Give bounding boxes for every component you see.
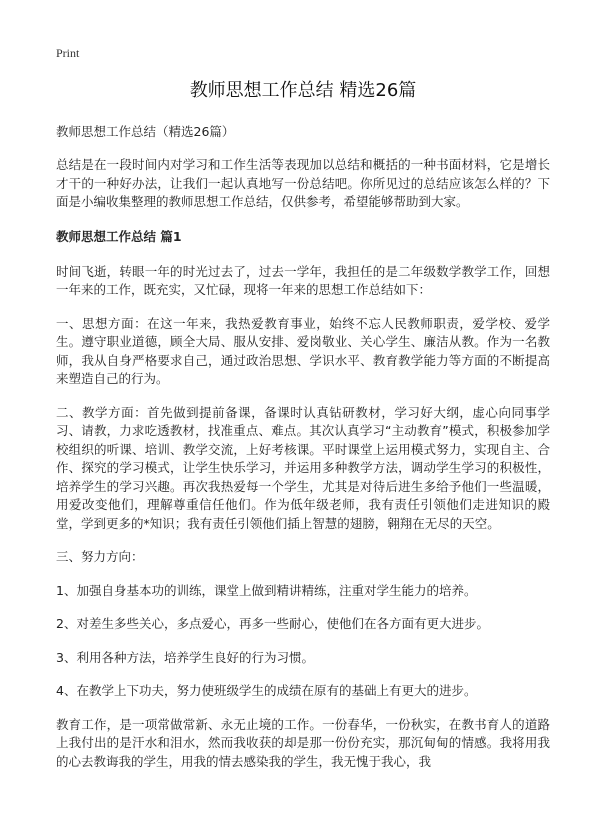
thought-paragraph: 一、思想方面：在这一年来，我热爱教育事业，始终不忘人民教师职责，爱学校、爱学生。遵守职业道德，顾全大局、服从安排、爱岗敬业、关心学生、廉洁从教。作为一名教师，我从自身严格要求自己，通过政治思想、学识水平、教育教学能力等方面的不断提高来塑造自己的行为。 [56, 315, 550, 386]
document-body [56, 78, 550, 786]
opening-paragraph: 时间飞逝，转眼一年的时光过去了，过去一学年，我担任的是二年级数学教学工作，回想一年来的工作，既充实，又忙碌，现将一年来的思想工作总结如下： [56, 263, 550, 297]
intro-paragraph: 总结是在一段时间内对学习和工作生活等表现加以总结和概括的一种书面材料，它是增长才干的一种好办法，让我们一起认真地写一份总结吧。你所见过的总结应该怎么样的？下面是小编收集整理的教师思想工作总结，仅供参考，希望能够帮助到大家。 [56, 157, 550, 209]
document-subtitle: 教师思想工作总结（精选26篇） [56, 124, 235, 139]
section-heading: 教师思想工作总结 篇1 [56, 228, 182, 244]
print-link[interactable]: Print [56, 46, 80, 60]
direction-item: 2、对差生多些关心，多点爱心，再多一些耐心，使他们在各方面有更大进步。 [56, 616, 489, 631]
direction-heading: 三、努力方向： [56, 549, 144, 564]
page-title: 教师思想工作总结 精选26篇 [189, 80, 417, 101]
direction-item: 4、在教学上下功夫，努力使班级学生的成绩在原有的基础上有更大的进步。 [56, 683, 477, 698]
direction-item: 1、加强自身基本功的训练，课堂上做到精讲精练，注重对学生能力的培养。 [56, 582, 477, 598]
teaching-paragraph: 二、教学方面：首先做到提前备课，备课时认真钻研教材，学习好大纲，虚心向同事学习、请教，力求吃透教材，找准重点、难点。其次认真学习“主动教育”模式，积极参加学校组织的听课、培训、教学交流，上好考核课。平时课堂上运用模式努力，实现自主、合作、探究的学习模式，让学生快乐学习，并运用多种教学方法，调动学生学习的积极性，培养学生的学习兴趣。再次我热爱每一个学生，尤其是对待后进生多给予他们一些温暖，用爱改变他们，理解尊重信任他们。作为低年级老师，我有责任引领他们走进知识的殿堂，学到更多的*知识；我有责任引领他们插上智慧的翅膀，翱翔在无尽的天空。 [56, 404, 550, 531]
closing-paragraph: 教育工作，是一项常做常新、永无止境的工作。一份春华，一份秋实，在教书育人的道路上我付出的是汗水和泪水，然而我收获的却是那一份份充实，那沉甸甸的情感。我将用我的心去教诲我的学生，用我的情去感染我的学生，我无愧于我心，我 [56, 716, 550, 769]
direction-item: 3、利用各种方法，培养学生良好的行为习惯。 [56, 649, 314, 665]
